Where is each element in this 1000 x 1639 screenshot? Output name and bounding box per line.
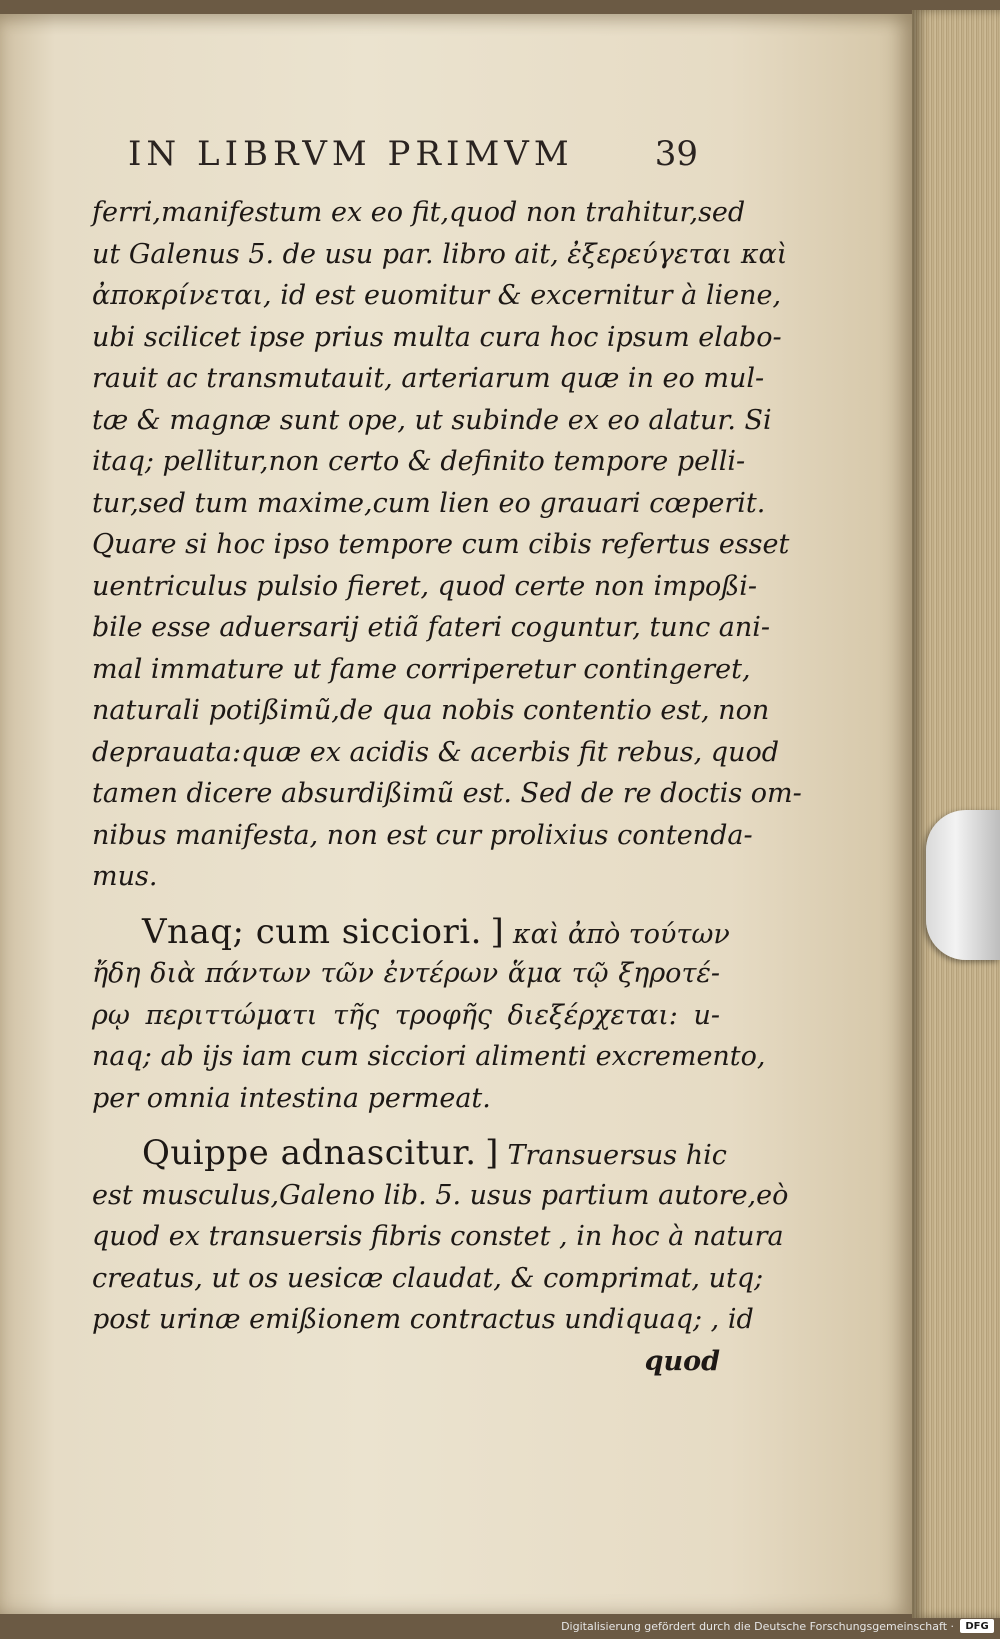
lemma-line	[92, 911, 730, 954]
greek-text: καὶ ἀπὸ τούτων	[512, 918, 730, 950]
lemma-line	[92, 1133, 727, 1175]
book-page	[0, 14, 912, 1614]
text-line: nibus manifesta, non est cur prolixius contenda-	[92, 819, 753, 851]
lemma-bracket: ]	[490, 911, 505, 952]
catchword: quod	[644, 1345, 720, 1377]
text-line: creatus, ut os uesicæ claudat, & comprimat, utq;	[92, 1262, 764, 1294]
lemma: Quippe adnascitur.	[142, 1133, 477, 1173]
text-line: deprauata:quæ ex acidis & acerbis fit rebus, quod	[92, 736, 780, 768]
text-line: naturali potißimũ,de qua nobis contentio est, non	[92, 695, 770, 726]
paragraph-1	[92, 192, 802, 898]
text-line: quod ex transuersis fibris constet , in hoc à natura	[92, 1221, 784, 1252]
text-line: tæ & magnæ sunt ope, ut subinde ex eo alatur. Si	[92, 404, 772, 436]
text-line: est musculus,Galeno lib. 5. usus partium autore,eò	[92, 1179, 789, 1211]
text-line: per omnia intestina permeat.	[92, 1082, 491, 1114]
text-line: tamen dicere absurdißimũ est. Sed de re doctis om-	[92, 778, 802, 809]
text-line: uentriculus pulsio fieret, quod certe non impoßi-	[92, 570, 758, 602]
text-line: ἤδη διὰ πάντων τῶν ἐντέρων ἅμα τῷ ξηροτέ-	[92, 958, 720, 989]
text-line: tur,sed tum maxime,cum lien eo grauari cœperit.	[92, 487, 766, 519]
text-line: ut Galenus 5. de usu par. libro ait, ἐξερεύγεται καὶ	[92, 238, 788, 270]
text-run: Transuersus hic	[507, 1140, 727, 1171]
footer-credit	[561, 1617, 994, 1635]
text-line: ἀποκρίνεται, id est euomitur & excernitur à liene,	[92, 280, 782, 311]
text-line: naq; ab ijs iam cum sicciori alimenti excremento,	[92, 1041, 766, 1072]
credit-text: Digitalisierung gefördert durch die Deutsche Forschungsgemeinschaft ·	[561, 1619, 954, 1633]
lemma-bracket: ]	[485, 1133, 499, 1173]
text-line: Quare si hoc ipso tempore cum cibis refertus esset	[92, 529, 790, 560]
text-line: mus.	[92, 861, 158, 892]
text-line: bile esse aduersarij etiã fateri coguntur, tunc ani-	[92, 612, 771, 643]
text-line: ubi scilicet ipse prius multa cura hoc ipsum elabo-	[92, 321, 782, 353]
running-title: IN LIBRVM PRIMVM	[128, 134, 574, 174]
text-line: ρῳ περιττώματι τῆς τροφῆς διεξέρχεται: u-	[92, 999, 720, 1031]
text-line: post urinæ emißionem contractus undiquaq; , id	[92, 1304, 754, 1335]
paragraph-2	[92, 911, 766, 1120]
paragraph-3	[92, 1133, 789, 1382]
text-line: rauit ac transmutauit, arteriarum quæ in eo mul-	[92, 363, 765, 394]
text-block	[92, 192, 802, 1382]
page-number: 39	[654, 134, 698, 174]
lemma: Vnaq; cum sicciori.	[142, 911, 482, 952]
page-clip	[926, 810, 1000, 960]
text-line: ferri,manifestum ex eo fit,quod non trahitur,sed	[92, 197, 746, 228]
dfg-logo-icon: DFG	[960, 1619, 994, 1633]
text-line: mal immature ut fame corriperetur contingeret,	[92, 653, 751, 685]
page-header	[128, 134, 698, 184]
text-line: itaq; pellitur,non certo & definito tempore pelli-	[92, 446, 746, 477]
